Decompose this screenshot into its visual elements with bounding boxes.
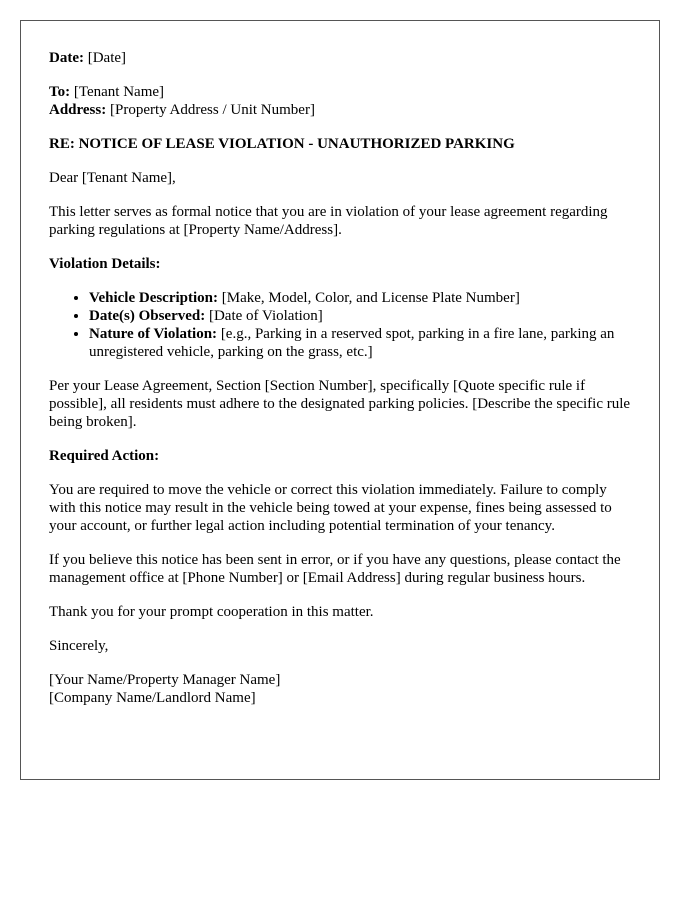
address-value: [Property Address / Unit Number] [109, 102, 315, 118]
signature-name: [Your Name/Property Manager Name] [49, 672, 281, 688]
violation-list [49, 289, 631, 361]
violation-item-label: Vehicle Description: [89, 290, 219, 306]
violation-heading [49, 255, 631, 273]
thanks-paragraph: Thank you for your prompt cooperation in this matter. [49, 604, 374, 620]
salutation: Dear [Tenant Name], [49, 170, 176, 186]
date-value: [Date] [87, 50, 127, 66]
signature-block [49, 671, 631, 707]
violation-item-label: Nature of Violation: [89, 326, 218, 342]
violation-item-vehicle [89, 289, 631, 307]
contact-paragraph: If you believe this notice has been sent in error, or if you have any questions, please contact the management office at [Phone Number] or [Email Address] during regular business hours. [49, 552, 621, 586]
to-value: [Tenant Name] [73, 84, 165, 100]
action-heading-text: Required Action: [49, 448, 160, 464]
recipient-block [49, 83, 631, 119]
intro-paragraph: This letter serves as formal notice that you are in violation of your lease agreement regarding parking regulations at [Property Name/Address]. [49, 204, 608, 238]
closing: Sincerely, [49, 638, 109, 654]
to-line [49, 83, 631, 101]
signature-company: [Company Name/Landlord Name] [49, 690, 256, 706]
letter-document [20, 20, 660, 780]
violation-item-nature [89, 325, 631, 361]
date-label: Date: [49, 50, 84, 66]
violation-item-value: [Make, Model, Color, and License Plate Number] [221, 290, 520, 306]
address-label: Address: [49, 102, 107, 118]
address-line [49, 101, 631, 119]
lease-paragraph: Per your Lease Agreement, Section [Section Number], specifically [Quote specific rule if possible], all residents must adhere to the designated parking policies. [Describe the specific rule being broken]. [49, 378, 631, 430]
violation-item-label: Date(s) Observed: [89, 308, 206, 324]
subject-line: RE: NOTICE OF LEASE VIOLATION - UNAUTHORIZED PARKING [49, 136, 515, 152]
action-paragraph: You are required to move the vehicle or correct this violation immediately. Failure to comply with this notice may result in the vehicle being towed at your expense, fines being assessed to your account, or further legal action including potential termination of your tenancy. [49, 482, 612, 534]
violation-item-value: [e.g., Parking in a reserved spot, parking in a fire lane, parking an unregistered vehicle, parking on the grass, etc.] [89, 326, 615, 360]
violation-heading-text: Violation Details: [49, 256, 161, 272]
to-label: To: [49, 84, 71, 100]
action-heading [49, 447, 631, 465]
violation-item-value: [Date of Violation] [208, 308, 323, 324]
date-line [49, 49, 631, 67]
violation-item-date [89, 307, 631, 325]
